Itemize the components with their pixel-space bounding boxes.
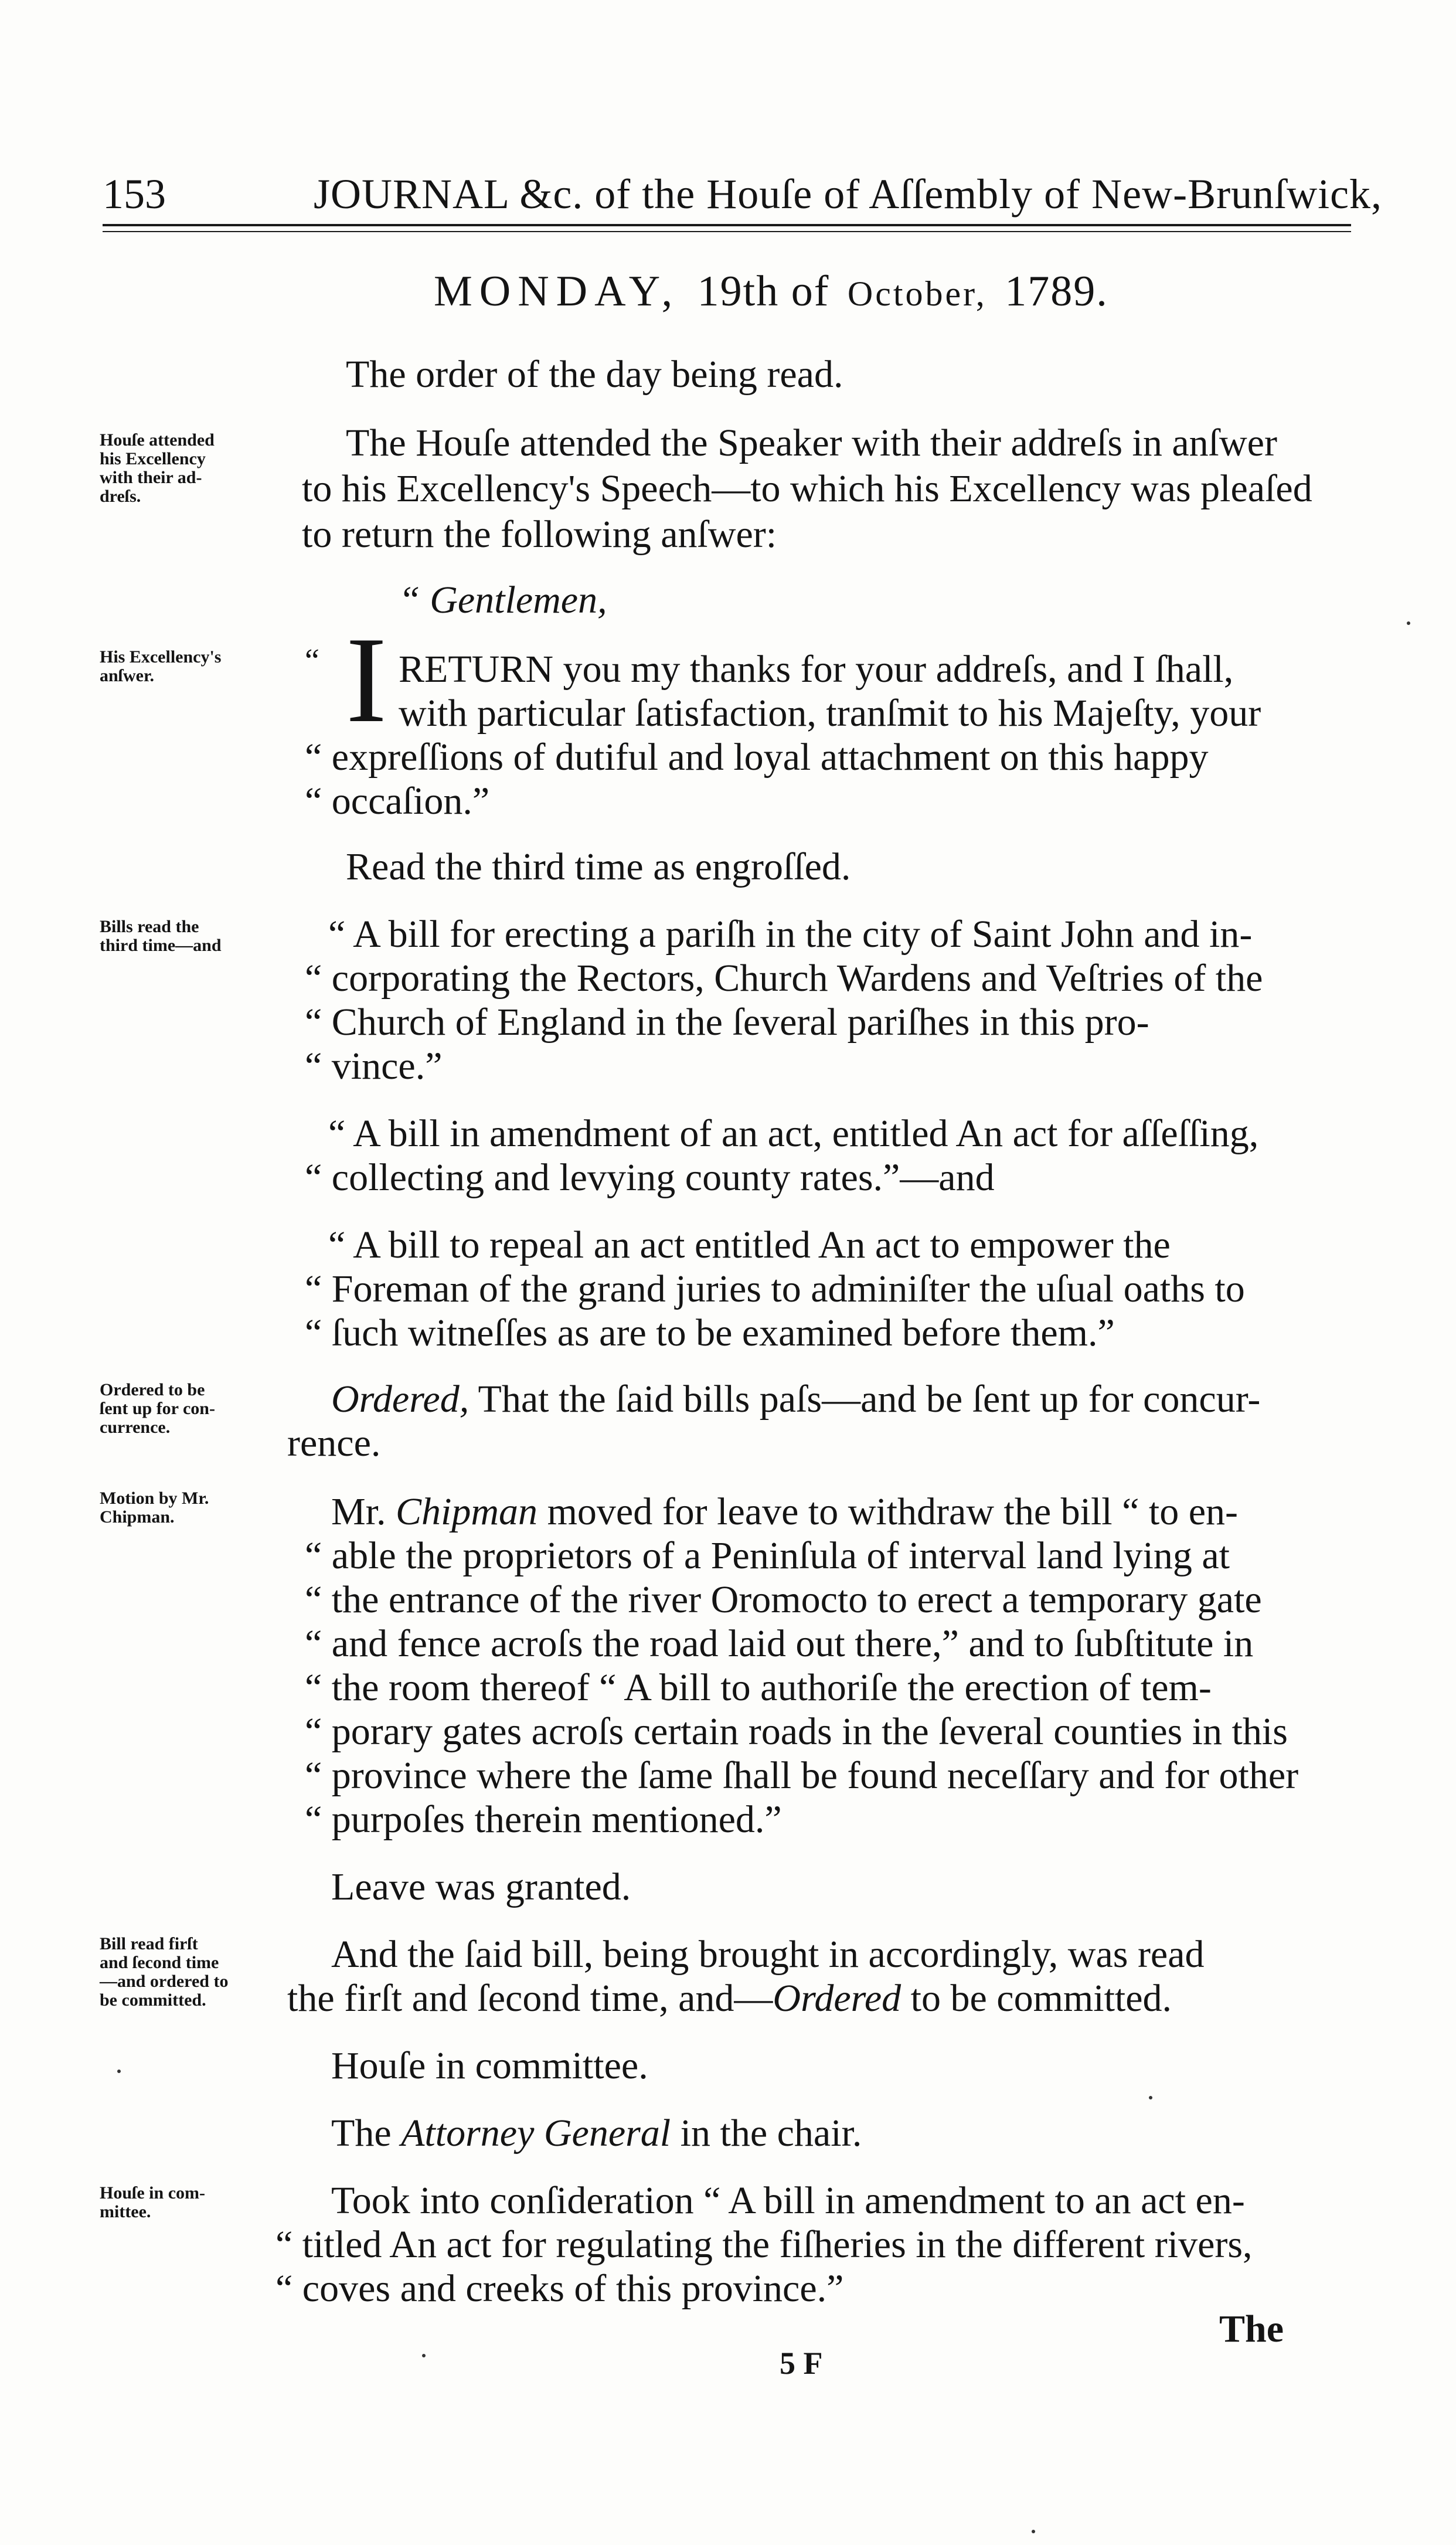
text-line: “ titled An act for regulating the fiſheries in the different rivers, — [275, 2223, 1253, 2266]
margin-note: His Excellency's anſwer. — [100, 647, 222, 685]
text-line: “ coves and creeks of this province.” — [275, 2267, 844, 2310]
text-line: “ the entrance of the river Oromocto to erect a temporary gate — [305, 1578, 1262, 1621]
text-span: moved for leave to withdraw the bill “ to en- — [547, 1490, 1239, 1533]
ink-speck — [1407, 621, 1410, 625]
text-line: “ able the proprietors of a Peninſula of interval land lying at — [305, 1534, 1230, 1577]
text-line: “ collecting and levying county rates.”—and — [305, 1156, 995, 1199]
text-span: That the ſaid bills paſs—and be ſent up for concur- — [478, 1378, 1261, 1421]
dateline-day: MONDAY, — [434, 267, 680, 315]
text-span: in the chair. — [680, 2112, 862, 2155]
text-line: “ vince.” — [305, 1045, 443, 1088]
dateline-date: 19th of — [697, 267, 830, 315]
text-line: “ purpoſes therein mentioned.” — [305, 1798, 782, 1841]
margin-note: Bill read firſt and ſecond time —and ordered to be committed. — [100, 1934, 229, 2010]
running-header — [103, 170, 1383, 223]
text-line: “ the room thereof “ A bill to authoriſe the erection of tem- — [305, 1666, 1212, 1709]
text-line: “ ſuch witneſſes as are to be examined before them.” — [305, 1311, 1115, 1354]
officer-title: Attorney General — [401, 2112, 671, 2155]
text-line: And the ſaid bill, being brought in accordingly, was read — [331, 1933, 1205, 1976]
text-line: “ province where the ſame ſhall be found neceſſary and for other — [305, 1754, 1299, 1797]
text-line: “ A bill to repeal an act entitled An act to empower the — [328, 1224, 1171, 1266]
dateline-month: October, — [847, 274, 987, 313]
text-line: rence. — [287, 1422, 381, 1465]
text-line: “ A bill in amendment of an act, entitled An act for aſſeſſing, — [328, 1112, 1259, 1155]
paragraph: Leave was granted. — [331, 1866, 631, 1908]
signature-mark: 5 F — [780, 2346, 823, 2381]
text-line: “ A bill for erecting a pariſh in the city of Saint John and in- — [328, 913, 1253, 956]
text-span: the firſt and ſecond time, and— — [287, 1977, 773, 2020]
member-name: Chipman — [396, 1490, 538, 1533]
text-line: “ expreſſions of dutiful and loyal attachment on this happy — [305, 736, 1209, 779]
margin-note: Houſe attended his Excellency with their ad- dreſs. — [100, 430, 215, 506]
paragraph: Read the third time as engroſſed. — [346, 845, 851, 888]
text-line: Took into conſideration “ A bill in amendment to an act en- — [331, 2179, 1245, 2222]
running-title: JOURNAL &c. of the Houſe of Aſſembly of New-Brunſwick, — [314, 171, 1383, 218]
drop-cap: I — [346, 612, 387, 748]
dateline-year: 1789. — [1005, 267, 1108, 315]
text-span: Mr. — [331, 1490, 386, 1533]
text-line: with particular ſatisfaction, tranſmit to his Majeſty, your — [399, 692, 1261, 735]
ordered-word: Ordered, — [331, 1378, 470, 1421]
text-line — [331, 1374, 1260, 1425]
text-line: to return the following anſwer: — [302, 513, 777, 556]
header-rule — [103, 224, 1351, 226]
text-line: “ Foreman of the grand juries to adminiſter the uſual oaths to — [305, 1268, 1245, 1310]
paragraph: The order of the day being read. — [346, 353, 843, 396]
text-line: “ and fence acroſs the road laid out there,” and to ſubſtitute in — [305, 1622, 1254, 1665]
ink-speck — [1149, 2096, 1152, 2099]
margin-note: Motion by Mr. Chipman. — [100, 1489, 209, 1527]
paragraph: Houſe in committee. — [331, 2044, 648, 2087]
text-line — [331, 2108, 862, 2159]
dateline — [434, 267, 1108, 317]
text-line: “ corporating the Rectors, Church Wardens and Veſtries of the — [305, 957, 1263, 1000]
text-line: “ Church of England in the ſeveral pariſhes in this pro- — [305, 1001, 1149, 1044]
header-rule-thin — [103, 231, 1351, 232]
text-line: “ occaſion.” — [305, 780, 490, 823]
margin-note: Houſe in com- mittee. — [100, 2183, 205, 2221]
text-line — [287, 1973, 1172, 2024]
quote-mark: “ — [305, 643, 319, 679]
page-number: 153 — [103, 171, 166, 218]
ink-speck — [422, 2354, 426, 2357]
ink-speck — [1032, 2530, 1035, 2533]
text-line: to his Excellency's Speech—to which his Excellency was pleaſed — [302, 467, 1312, 510]
ordered-word: Ordered — [773, 1977, 902, 2020]
salutation: “ Gentlemen, — [399, 579, 607, 621]
text-line: The Houſe attended the Speaker with their addreſs in anſwer — [346, 422, 1277, 464]
margin-note: Ordered to be ſent up for con- currence. — [100, 1380, 215, 1437]
text-span: The — [331, 2112, 392, 2155]
margin-note: Bills read the third time—and — [100, 917, 222, 955]
text-line: RETURN you my thanks for your addreſs, and I ſhall, — [399, 648, 1234, 691]
text-span: to be committed. — [910, 1977, 1172, 2020]
catchword: The — [1219, 2308, 1284, 2350]
text-line: “ porary gates acroſs certain roads in the ſeveral counties in this — [305, 1710, 1288, 1753]
ink-speck — [117, 2070, 121, 2073]
